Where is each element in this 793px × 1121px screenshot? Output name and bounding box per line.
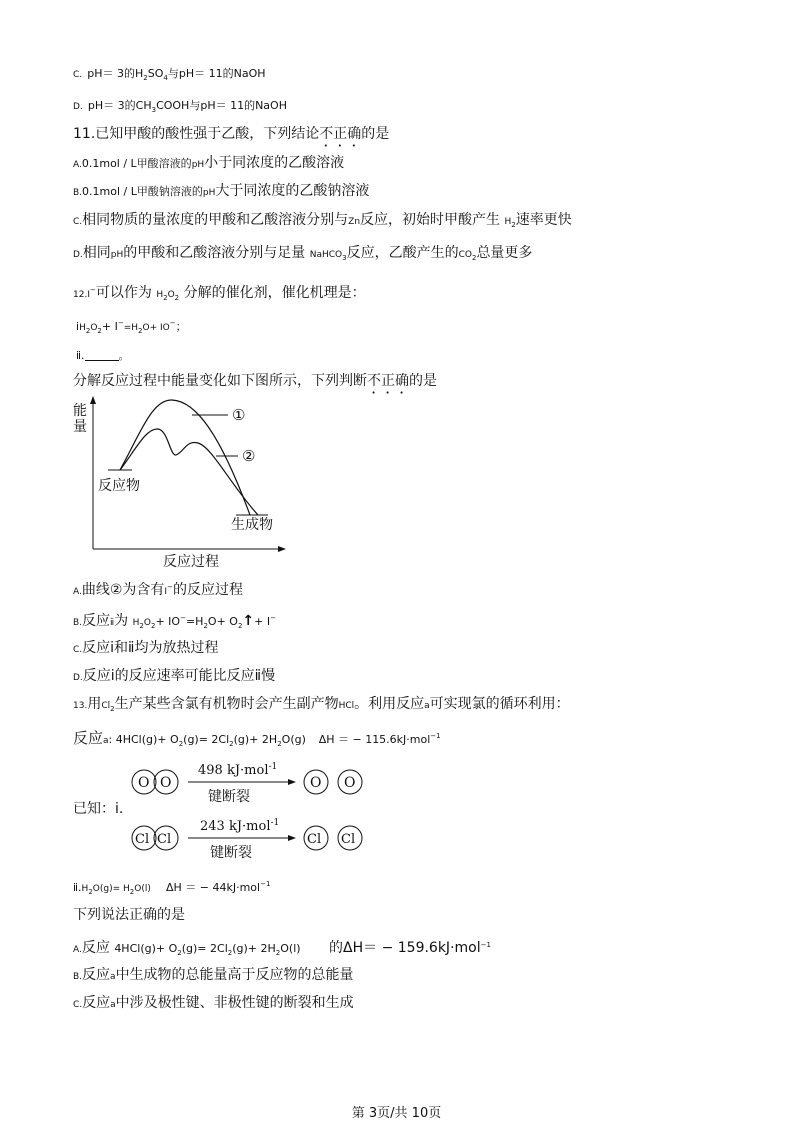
option-d-prev: D. pH＝ 3的$CH_3COOH$与pH＝ 11的NaOH bbox=[73, 99, 287, 114]
page-footer: 第 3页/共 10页 bbox=[351, 1106, 442, 1121]
cl-atom-2-label: Cl bbox=[157, 832, 172, 847]
o-atom-2-label: O bbox=[160, 775, 172, 791]
o-bond-energy: 498 kJ·mol$^{-1}$ bbox=[198, 762, 278, 778]
o-bond-break-label: 键断裂 bbox=[208, 789, 250, 805]
q12-step-ii: ⅱ. 。 bbox=[76, 349, 130, 362]
y-label-2: 量 bbox=[73, 419, 87, 435]
curve-1 bbox=[120, 400, 250, 515]
cl-bond-break-label: 键断裂 bbox=[210, 845, 252, 861]
o-atom-4-label: O bbox=[344, 775, 356, 791]
bond-diagram-chlorine bbox=[126, 813, 366, 863]
y-label-1: 能 bbox=[73, 403, 87, 419]
q13-option-a: A.反应 $4HCl(g)+ O_2(g)= 2Cl_2(g)+ 2H_2O(l)$ 的ΔH＝ − 159.6kJ·mol$^{-1}$ bbox=[73, 940, 491, 957]
question-13-stem: 13.用$Cl_2$生产某些含氯有机物时会产生副产物HCl。利用反应a可实现氯的循环利用： bbox=[73, 696, 570, 713]
reactant-label: 反应物 bbox=[98, 478, 140, 494]
q11-option-c: C.相同物质的量浓度的甲酸和乙酸溶液分别与Zn反应，初始时甲酸产生 $H_2$速率更快 bbox=[73, 212, 572, 229]
cl-atom-4-label: Cl bbox=[341, 832, 356, 847]
o-arrow-head bbox=[288, 779, 296, 785]
q12-option-c: C.反应ⅰ和ⅱ均为放热过程 bbox=[73, 640, 219, 656]
cl-atom-3-label: Cl bbox=[307, 832, 322, 847]
q12-step-i: $ⅰH_2O_2+ I^-=H_2O+ IO^-$； bbox=[76, 319, 187, 335]
q13-option-b: B.反应a中生成物的总能量高于反应物的总能量 bbox=[73, 967, 354, 983]
x-axis-arrow bbox=[278, 546, 286, 552]
x-label: 反应过程 bbox=[163, 554, 219, 569]
o-atom-1-label: O bbox=[138, 775, 150, 791]
answer-blank[interactable] bbox=[85, 348, 119, 361]
option-c-prev: C. pH＝ 3的$H_2SO_4$与pH＝ 11的NaOH bbox=[73, 67, 266, 82]
q13-reaction-a: 反应a: $4HCl(g)+ O_2(g)= 2Cl_2(g)+ 2H_2O(g) \Delta H$ ＝ − 115.6kJ·mol$^{-1}$ bbox=[73, 729, 441, 748]
o-atom-3-label: O bbox=[310, 775, 322, 791]
curve-2-label: ② bbox=[242, 447, 256, 465]
product-label: 生成物 bbox=[231, 517, 273, 533]
q12-intro: 分解反应过程中能量变化如下图所示，下列判断不正确的是 bbox=[73, 373, 437, 389]
curve-2 bbox=[120, 429, 258, 515]
q11-option-d: D.相同pH的甲酸和乙酸溶液分别与足量 NaHCO$_3$反应，乙酸产生的$CO_2$总量更多 bbox=[73, 245, 533, 262]
cl-bond-energy: 243 kJ·mol$^{-1}$ bbox=[200, 818, 280, 834]
q13-question: 下列说法正确的是 bbox=[73, 907, 185, 923]
q11-option-a: A.0.1mol / L甲酸溶液的pH小于同浓度的乙酸溶液 bbox=[73, 155, 345, 171]
q12-option-b: B.反应ⅱ为 $H_2O_2+ IO^-=H_2O+$ $O_2↑+ I^-$ bbox=[73, 613, 276, 630]
cl-arrow-head bbox=[288, 835, 296, 841]
q12-option-a: A.曲线②为含有I−的反应过程 bbox=[73, 582, 243, 598]
q12-option-d: D.反应ⅰ的反应速率可能比反应ⅱ慢 bbox=[73, 668, 276, 684]
known-label: 已知：ⅰ. bbox=[73, 801, 124, 817]
option-letter: C. bbox=[73, 70, 83, 80]
question-12-stem: 12.I−可以作为 $H_2O_2$ 分解的催化剂，催化机理是： bbox=[73, 285, 366, 302]
q11-option-b: B.0.1mol / L甲酸钠溶液的pH大于同浓度的乙酸钠溶液 bbox=[73, 183, 370, 199]
bond-diagram-oxygen bbox=[126, 757, 366, 807]
q13-option-c: C.反应a中涉及极性键、非极性键的断裂和生成 bbox=[73, 995, 354, 1011]
known-ii: $ⅱ.H_2O(g)= H_2O(l) \Delta H$ ＝ − 44kJ·mol$^{-1}$ bbox=[73, 880, 271, 896]
question-11-stem: 11.已知甲酸的酸性强于乙酸，下列结论不正确的是 bbox=[73, 126, 390, 142]
y-axis-arrow bbox=[90, 396, 96, 404]
curve-1-label: ① bbox=[232, 406, 246, 424]
cl-atom-1-label: Cl bbox=[135, 832, 150, 847]
energy-diagram bbox=[70, 394, 300, 569]
